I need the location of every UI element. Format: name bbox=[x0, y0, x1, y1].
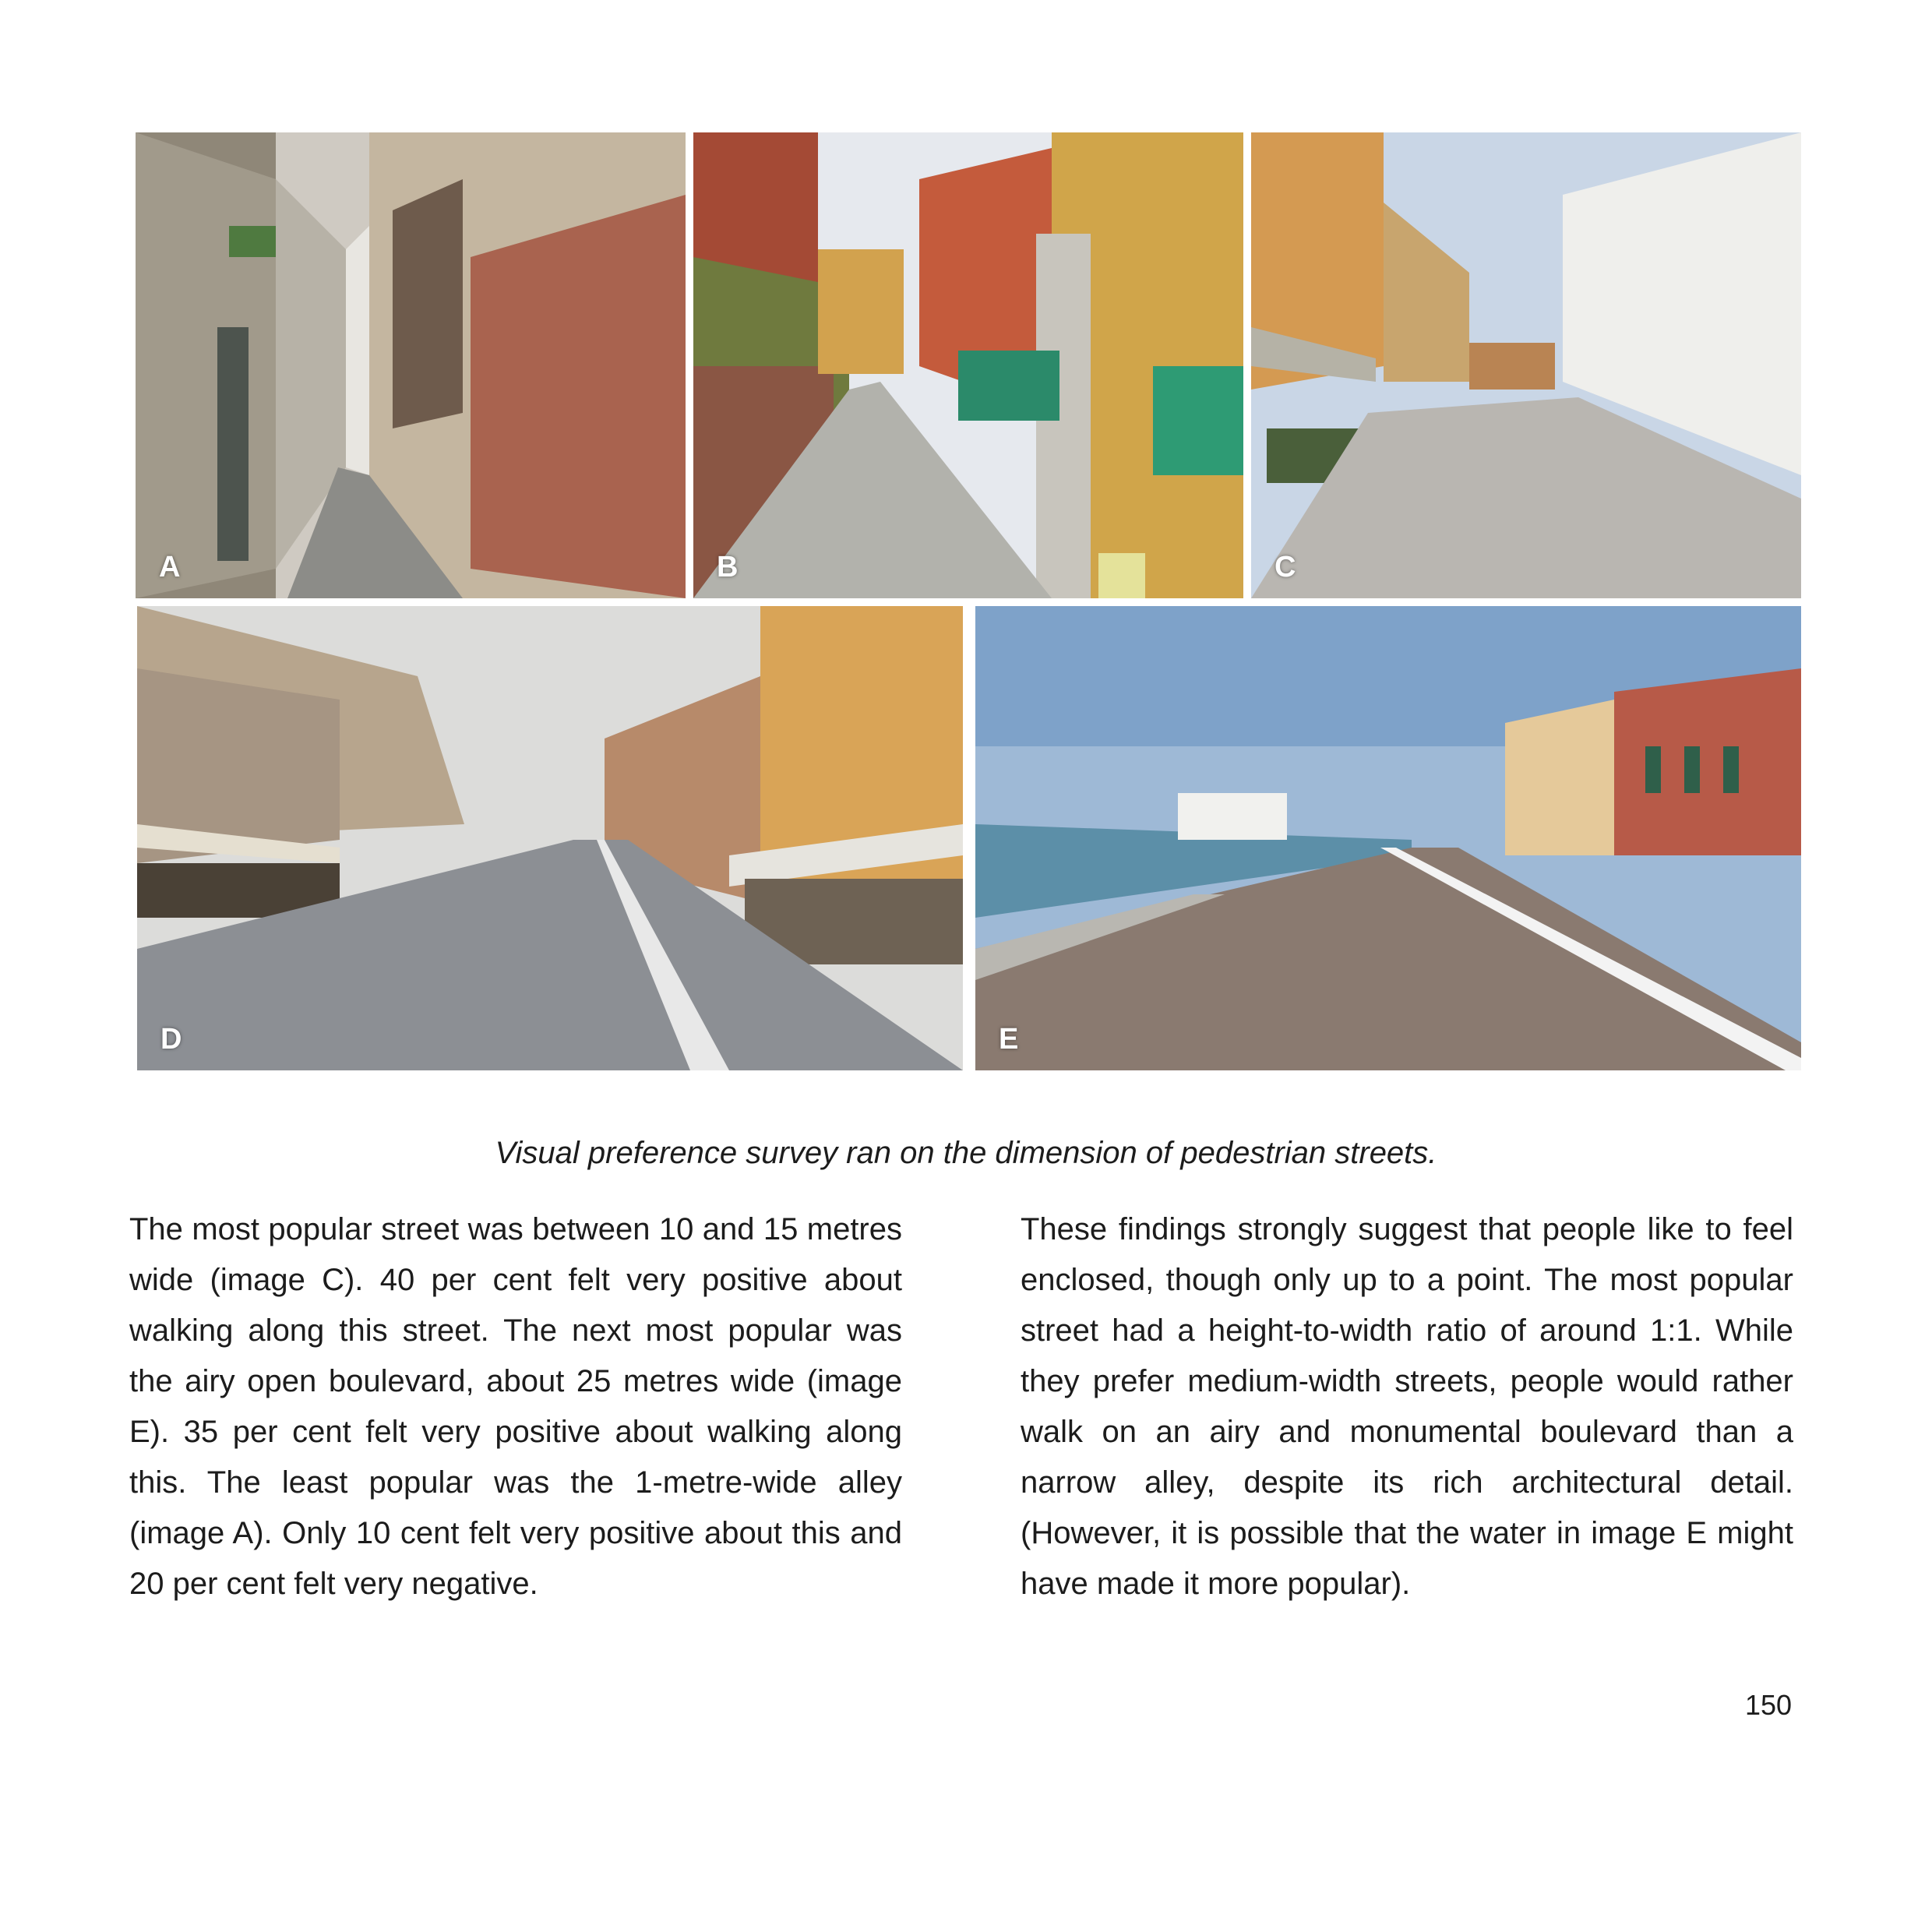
panel-label-e: E bbox=[999, 1023, 1019, 1056]
page-number: 150 bbox=[1745, 1689, 1793, 1721]
panel-label-c: C bbox=[1274, 551, 1296, 583]
photo-panel-d bbox=[137, 606, 963, 1070]
photo-a-image bbox=[136, 132, 686, 598]
photo-b-image bbox=[693, 132, 1243, 598]
photo-e-image bbox=[975, 606, 1801, 1070]
panel-label-a: A bbox=[159, 551, 181, 583]
photo-panel-a bbox=[136, 132, 686, 598]
figure-caption: Visual preference survey ran on the dimension of pedestrian streets. bbox=[495, 1136, 1437, 1170]
body-paragraph-right: These findings strongly suggest that people like to feel enclosed, though only up to a point. The most popular street had a height-to-width ratio of around 1:1. While they prefer medium-width streets, people would rather walk on an airy and monumental boulevard than a narrow alley, despite its rich architectural detail. (However, it is possible that the water in image E might have made it more popular). bbox=[1021, 1212, 1793, 1601]
body-paragraph-left: The most popular street was between 10 and 15 metres wide (image C). 40 per cent felt very positive about walking along this street. The next most popular was the airy open boulevard, about 25 metres wide (image E). 35 per cent felt very positive about walking along this. The least popular was the 1-metre-wide alley (image A). Only 10 cent felt very positive about this and 20 per cent felt very negative. bbox=[129, 1212, 902, 1601]
photo-panel-c bbox=[1251, 132, 1801, 598]
panel-label-b: B bbox=[717, 551, 739, 583]
photo-panel-b bbox=[693, 132, 1243, 598]
photo-d-image bbox=[137, 606, 963, 1070]
panel-label-d: D bbox=[160, 1023, 182, 1056]
photo-panel-e bbox=[975, 606, 1801, 1070]
photo-c-image bbox=[1251, 132, 1801, 598]
